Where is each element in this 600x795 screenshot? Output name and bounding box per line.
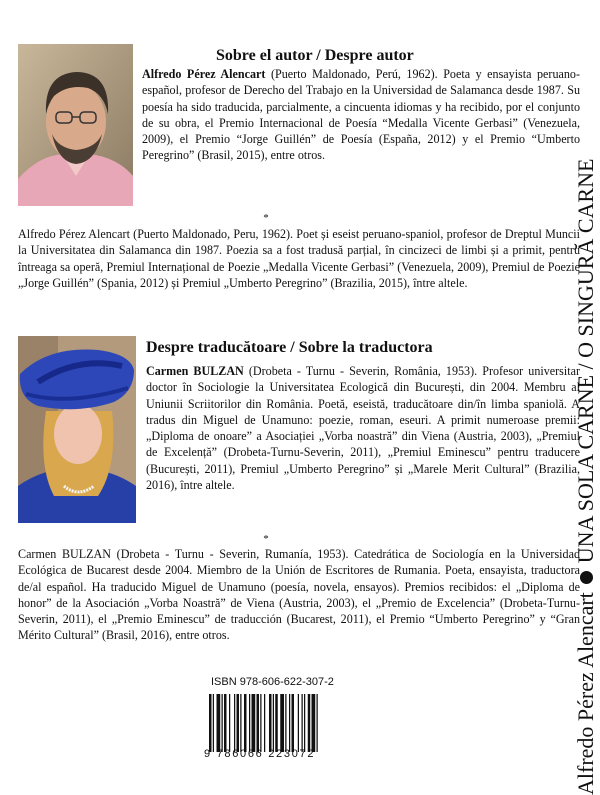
author-separator: * <box>263 212 269 224</box>
barcode-bar <box>209 694 212 752</box>
barcode-bar <box>280 694 284 752</box>
isbn-text: ISBN 978-606-622-307-2 <box>211 676 334 688</box>
barcode-bar <box>292 694 295 752</box>
translator-bio-es: Carmen BULZAN (Drobeta - Turnu - Severin, Rumanía, 1953). Catedrática de Sociología en la Universidad Ecológica de Bucarest desde 2004. Miembro de la Unión de Escritores de Rumania. Poeta, ensayista, traductora de/al español. Ha traducido Miguel de Unamuno (poesía, novela, ensayos). Premios recibidos: el „Diploma de honor” de la Asociación „Vorba Noastră” de Viena (Austria, 2003), el „Premio de Excelencia” (Drobeta-Turnu-Severin, 2011), el „Premio Eminescu” de traducción (Bucarest, 2011), el Premio “Umberto Peregrino” y “Gran Mérito Cultural” (Brasil, 2016), entre otros. <box>18 547 580 643</box>
author-bio-ro: Alfredo Pérez Alencart (Puerto Maldonado, Peru, 1962). Poet și eseist peruano-spaniol, profesor de Dreptul Muncii la Universitatea din Salamanca din 1987. Poezia sa a fost tradusă parțial, în cincizeci de limbi și a primit, pentru întreaga sa operă, Premiul Internațional de Poezie „Medalla Vicente Gerbasi” (Venezuela, 2009), Premiul de Poezie „Jorge Guillén” (Spania, 2012) și Premiul „Umberto Peregrino” (Brazilia, 2015), între altele. <box>18 227 580 290</box>
translator-bio-ro <box>146 363 580 493</box>
barcode-bar <box>244 694 247 752</box>
barcode-bar <box>298 694 299 752</box>
barcode-bar <box>264 694 265 752</box>
barcode-bar <box>302 694 303 752</box>
author-bio-es-text: (Puerto Maldonado, Perú, 1962). Poeta y ensayista peruano-español, profesor de Derecho del Trabajo en la Universidad de Salamanca desde 1987. Su poesía ha sido traducida, parcialmente, a cincuenta idiomas y ha recibido, por el conjunto de su obra, el Premio Internacional de Poesía “Medalla Vicente Gerbasi” (Venezuela, 2009), el Premio “Jorge Guillén” de Poesía (España, 2012) y el Premio “Umberto Peregrino” (Brasil, 2015), entre otros. <box>142 67 580 163</box>
barcode-bar <box>285 694 286 752</box>
barcode-bar <box>269 694 272 752</box>
barcode-bar <box>240 694 241 752</box>
translator-photo <box>18 336 136 523</box>
barcode-bar <box>229 694 230 752</box>
translator-bio-ro-text: (Drobeta - Turnu - Severin, România, 1953). Profesor universitar doctor în Sociologie la Universitatea Ecologică din București, din 2004. Membru al Uniunii Scriitorilor din România. Poetă, eseistă, traducătoare din/în limba spaniolă. A tradus din Miguel de Unamuno: poezie, roman, eseuri. A primit numeroase premii: „Diploma de onoare” a Asociației „Vorba noastră” din Viena (Austria, 2003), „Premiul de Excelență” (Drobeta-Turnu-Severin, 2011), „Premiul Eminescu” pentru traducere (București, 2011), Premiul „Umberto Peregrino” și „Marele Merit Cultural” (Brazilia, 2016), între altele. <box>146 364 580 493</box>
barcode-bar <box>289 694 290 752</box>
book-spine <box>571 15 600 795</box>
bullet-icon <box>580 571 593 584</box>
author-photo <box>18 44 133 206</box>
barcode-bar <box>224 694 227 752</box>
barcode-bar <box>260 694 261 752</box>
barcode-bar <box>257 694 260 752</box>
spine-title: UNA SOLA CARNE / O SINGURĂ CARNE <box>573 158 598 564</box>
barcode-bar <box>304 694 305 752</box>
barcode-bar <box>234 694 235 752</box>
barcode-bar <box>222 694 223 752</box>
barcode-bar <box>217 694 221 752</box>
barcode-bar <box>312 694 316 752</box>
barcode-bar <box>213 694 214 752</box>
translator-name: Carmen BULZAN <box>146 364 244 378</box>
barcode-bar <box>249 694 250 752</box>
author-name: Alfredo Pérez Alencart <box>142 67 266 81</box>
translator-heading: Despre traducătoare / Sobre la traductora <box>146 339 433 356</box>
barcode-bar <box>273 694 274 752</box>
translator-separator: * <box>263 533 269 545</box>
spine-author: Alfredo Pérez Alencart <box>573 592 598 795</box>
barcode-bar <box>237 694 240 752</box>
barcode-bar <box>275 694 278 752</box>
barcode-digits: 9 786066 223072 <box>204 748 316 760</box>
barcode-bar <box>308 694 311 752</box>
author-bio-es <box>142 66 580 164</box>
author-heading: Sobre el autor / Despre autor <box>216 47 414 64</box>
barcode-bar <box>252 694 256 752</box>
barcode-bar <box>317 694 318 752</box>
isbn-barcode <box>207 694 367 752</box>
